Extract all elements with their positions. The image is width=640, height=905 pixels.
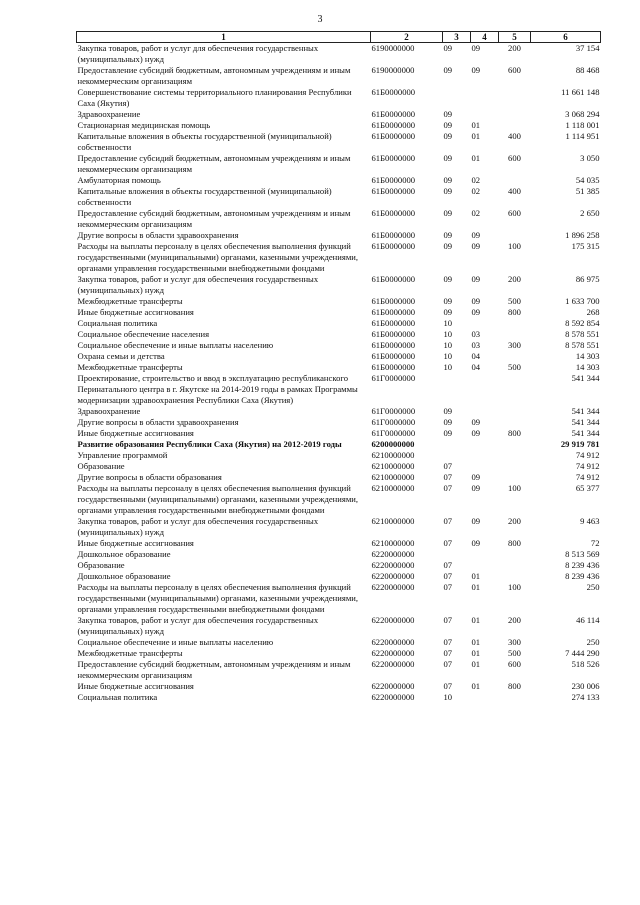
table-row <box>77 153 601 175</box>
column-header: 5 <box>499 32 531 43</box>
table-row <box>77 175 601 186</box>
row-subsection: 01 <box>471 659 481 669</box>
row-expense-type <box>499 329 531 340</box>
row-code: 61Б0000000 <box>371 362 416 372</box>
row-subsection: 09 <box>471 274 481 284</box>
row-code: 6220000000 <box>371 648 415 658</box>
row-expense-type <box>499 109 531 120</box>
row-section: 09 <box>443 208 453 218</box>
table-row <box>77 516 601 538</box>
row-name: Предоставление субсидий бюджетным, автономным учреждениям и иным некоммерческим организациям <box>77 65 351 86</box>
table-row <box>77 296 601 307</box>
row-section: 07 <box>443 681 453 691</box>
row-subsection: 01 <box>471 582 481 592</box>
row-name: Образование <box>77 461 125 471</box>
row-expense-type: 800 <box>508 681 521 691</box>
row-code: 6200000000 <box>371 439 415 449</box>
row-name: Иные бюджетные ассигнования <box>77 428 194 438</box>
row-expense-type: 300 <box>508 637 521 647</box>
row-subsection: 09 <box>471 483 481 493</box>
table-row <box>77 483 601 516</box>
row-expense-type <box>499 87 531 109</box>
row-section: 09 <box>443 428 453 438</box>
row-expense-type <box>499 417 531 428</box>
row-name: Здравоохранение <box>77 109 141 119</box>
row-subsection: 01 <box>471 637 481 647</box>
row-subsection <box>471 87 499 109</box>
row-amount: 541 344 <box>571 428 600 438</box>
table-row <box>77 615 601 637</box>
table-row <box>77 681 601 692</box>
row-amount: 541 344 <box>571 417 600 427</box>
row-section: 07 <box>443 659 453 669</box>
row-section: 07 <box>443 648 453 658</box>
row-subsection: 01 <box>471 615 481 625</box>
row-amount: 8 592 854 <box>565 318 600 328</box>
row-code: 6210000000 <box>371 472 415 482</box>
row-amount: 250 <box>586 582 600 592</box>
table-row <box>77 417 601 428</box>
row-name: Расходы на выплаты персоналу в целях обеспечения выполнения функций государственными (муниципальными) органами, казенными учреждениями, органами управления государственными внебюджетными фондами <box>77 483 359 515</box>
row-expense-type: 200 <box>508 274 521 284</box>
row-code: 6220000000 <box>371 560 415 570</box>
column-header: 2 <box>371 32 443 43</box>
row-subsection: 01 <box>471 131 481 141</box>
row-amount: 2 650 <box>580 208 600 218</box>
row-section: 10 <box>443 351 453 361</box>
row-section: 09 <box>443 43 453 53</box>
row-name: Управление программой <box>77 450 168 460</box>
row-section <box>443 373 471 406</box>
row-amount: 3 050 <box>580 153 600 163</box>
row-expense-type: 500 <box>508 648 521 658</box>
row-code: 61Б0000000 <box>371 208 416 218</box>
row-name: Образование <box>77 560 125 570</box>
column-header: 4 <box>471 32 499 43</box>
row-amount: 74 912 <box>575 461 600 471</box>
row-section: 09 <box>443 274 453 284</box>
row-amount: 8 578 551 <box>565 340 600 350</box>
row-expense-type: 100 <box>508 582 521 592</box>
row-amount: 274 133 <box>571 692 600 702</box>
row-amount: 175 315 <box>571 241 600 251</box>
row-amount: 14 303 <box>575 351 600 361</box>
row-code: 6190000000 <box>371 65 415 75</box>
row-subsection: 02 <box>471 208 481 218</box>
table-row <box>77 362 601 373</box>
row-expense-type: 500 <box>508 296 521 306</box>
table-row <box>77 571 601 582</box>
row-code: 6220000000 <box>371 615 415 625</box>
row-amount: 11 661 148 <box>561 87 600 97</box>
row-name: Здравоохранение <box>77 406 141 416</box>
table-row <box>77 538 601 549</box>
row-code: 61Б0000000 <box>371 109 416 119</box>
row-code: 61Б0000000 <box>371 296 416 306</box>
row-expense-type: 500 <box>508 362 521 372</box>
row-section: 07 <box>443 615 453 625</box>
row-name: Иные бюджетные ассигнования <box>77 681 194 691</box>
row-section: 09 <box>443 307 453 317</box>
table-row <box>77 241 601 274</box>
row-amount: 7 444 290 <box>565 648 600 658</box>
row-expense-type <box>499 439 531 450</box>
row-amount: 37 154 <box>575 43 600 53</box>
row-name: Межбюджетные трансферты <box>77 648 183 658</box>
row-section: 09 <box>443 186 453 196</box>
table-header <box>77 32 601 43</box>
row-section: 10 <box>443 692 453 702</box>
row-subsection <box>471 450 499 461</box>
row-amount: 1 633 700 <box>565 296 600 306</box>
row-subsection: 09 <box>471 230 481 240</box>
row-code: 6210000000 <box>371 538 415 548</box>
row-name: Другие вопросы в области образования <box>77 472 222 482</box>
row-code: 61Б0000000 <box>371 131 416 141</box>
row-code: 61Б0000000 <box>371 186 416 196</box>
budget-table <box>76 31 601 703</box>
row-subsection <box>471 549 499 560</box>
row-section: 09 <box>443 120 453 130</box>
row-name: Социальное обеспечение и иные выплаты населению <box>77 637 274 647</box>
row-expense-type: 600 <box>508 208 521 218</box>
row-expense-type: 800 <box>508 307 521 317</box>
row-section: 09 <box>443 296 453 306</box>
row-expense-type: 200 <box>508 615 521 625</box>
row-name: Проектирование, строительство и ввод в эксплуатацию республиканского Перинатального центра в г. Якутске на 2014-2019 годы в рамках Программы модернизации здравоохранения Республики Саха (Якутия) <box>77 373 358 405</box>
row-section: 09 <box>443 230 453 240</box>
row-expense-type: 600 <box>508 65 521 75</box>
row-subsection: 09 <box>471 307 481 317</box>
row-code: 61Б0000000 <box>371 340 416 350</box>
table-row <box>77 65 601 87</box>
row-section: 10 <box>443 340 453 350</box>
row-code: 6220000000 <box>371 549 415 559</box>
row-amount: 1 118 001 <box>565 120 600 130</box>
row-code: 61Г0000000 <box>371 406 416 416</box>
row-amount: 518 526 <box>571 659 600 669</box>
table-row <box>77 318 601 329</box>
row-name: Дошкольное образование <box>77 549 171 559</box>
row-amount: 46 114 <box>576 615 600 625</box>
row-amount: 541 344 <box>571 373 600 383</box>
row-expense-type <box>499 175 531 186</box>
row-amount: 74 912 <box>575 450 600 460</box>
row-amount: 86 975 <box>575 274 600 284</box>
row-code: 6220000000 <box>371 582 415 592</box>
table-row <box>77 450 601 461</box>
row-code: 6210000000 <box>371 483 415 493</box>
row-name: Капитальные вложения в объекты государственной (муниципальной) собственности <box>77 131 332 152</box>
row-name: Расходы на выплаты персоналу в целях обеспечения выполнения функций государственными (муниципальными) органами, казенными учреждениями, органами управления государственными внебюджетными фондами <box>77 241 359 273</box>
row-code: 61Г0000000 <box>371 428 416 438</box>
row-code: 61Б0000000 <box>371 87 416 97</box>
table-row <box>77 692 601 703</box>
table-row <box>77 351 601 362</box>
row-expense-type <box>499 571 531 582</box>
table-body <box>77 43 601 704</box>
row-expense-type <box>499 230 531 241</box>
row-expense-type <box>499 461 531 472</box>
row-subsection: 09 <box>471 43 481 53</box>
row-expense-type <box>499 318 531 329</box>
table-row <box>77 637 601 648</box>
table-row <box>77 373 601 406</box>
row-amount: 29 919 781 <box>560 439 600 449</box>
table-row <box>77 549 601 560</box>
row-code: 6220000000 <box>371 692 415 702</box>
page-number: 3 <box>317 14 323 25</box>
table-row <box>77 340 601 351</box>
row-subsection <box>471 461 499 472</box>
row-subsection <box>471 109 499 120</box>
row-amount: 268 <box>586 307 600 317</box>
row-name: Межбюджетные трансферты <box>77 296 183 306</box>
table-row <box>77 230 601 241</box>
row-amount: 54 035 <box>575 175 600 185</box>
row-amount: 8 239 436 <box>565 560 600 570</box>
row-section <box>443 549 471 560</box>
row-subsection: 09 <box>471 538 481 548</box>
row-name: Капитальные вложения в объекты государственной (муниципальной) собственности <box>77 186 332 207</box>
row-amount: 72 <box>590 538 600 548</box>
row-section: 07 <box>443 560 453 570</box>
row-name: Социальная политика <box>77 692 158 702</box>
row-section: 10 <box>443 329 453 339</box>
row-expense-type <box>499 549 531 560</box>
row-name: Закупка товаров, работ и услуг для обеспечения государственных (муниципальных) нужд <box>77 615 319 636</box>
row-name: Развитие образования Республики Саха (Якутия) на 2012-2019 годы <box>77 439 342 449</box>
row-amount: 88 468 <box>575 65 600 75</box>
row-code: 61Б0000000 <box>371 175 416 185</box>
row-expense-type: 800 <box>508 428 521 438</box>
table-row <box>77 659 601 681</box>
row-section: 09 <box>443 406 453 416</box>
row-section: 09 <box>443 109 453 119</box>
row-section: 07 <box>443 516 453 526</box>
row-subsection: 09 <box>471 417 481 427</box>
row-section: 07 <box>443 538 453 548</box>
table-row <box>77 582 601 615</box>
row-amount: 1 114 951 <box>565 131 600 141</box>
table-row <box>77 120 601 131</box>
row-section: 09 <box>443 417 453 427</box>
table-row <box>77 208 601 230</box>
row-subsection: 02 <box>471 186 481 196</box>
column-header: 1 <box>77 32 371 43</box>
table-row <box>77 186 601 208</box>
row-subsection: 01 <box>471 120 481 130</box>
row-expense-type <box>499 560 531 571</box>
row-code: 61Б0000000 <box>371 318 416 328</box>
table-row <box>77 274 601 296</box>
row-name: Охрана семьи и детства <box>77 351 165 361</box>
row-section <box>443 87 471 109</box>
row-subsection: 09 <box>471 241 481 251</box>
row-amount: 1 896 258 <box>565 230 600 240</box>
row-subsection: 09 <box>471 296 481 306</box>
table-row <box>77 560 601 571</box>
row-code: 61Б0000000 <box>371 329 416 339</box>
row-subsection <box>471 439 499 450</box>
row-subsection: 02 <box>471 175 481 185</box>
row-amount: 3 068 294 <box>565 109 600 119</box>
row-subsection <box>471 406 499 417</box>
row-amount: 14 303 <box>575 362 600 372</box>
table-row <box>77 131 601 153</box>
row-section: 07 <box>443 571 453 581</box>
row-name: Закупка товаров, работ и услуг для обеспечения государственных (муниципальных) нужд <box>77 43 319 64</box>
table-row <box>77 461 601 472</box>
row-name: Предоставление субсидий бюджетным, автономным учреждениям и иным некоммерческим организациям <box>77 153 351 174</box>
row-expense-type: 400 <box>508 131 521 141</box>
table-row <box>77 43 601 66</box>
table-row <box>77 307 601 318</box>
row-expense-type: 600 <box>508 153 521 163</box>
row-expense-type: 400 <box>508 186 521 196</box>
row-name: Расходы на выплаты персоналу в целях обеспечения выполнения функций государственными (муниципальными) органами, казенными учреждениями, органами управления государственными внебюджетными фондами <box>77 582 359 614</box>
table-row <box>77 472 601 483</box>
row-amount: 74 912 <box>575 472 600 482</box>
row-name: Предоставление субсидий бюджетным, автономным учреждениям и иным некоммерческим организациям <box>77 659 351 680</box>
row-code: 61Г0000000 <box>371 373 416 383</box>
row-name: Закупка товаров, работ и услуг для обеспечения государственных (муниципальных) нужд <box>77 516 319 537</box>
row-expense-type: 600 <box>508 659 521 669</box>
row-code: 6210000000 <box>371 516 415 526</box>
row-section: 07 <box>443 461 453 471</box>
row-name: Другие вопросы в области здравоохранения <box>77 230 239 240</box>
row-code: 61Б0000000 <box>371 120 416 130</box>
row-subsection <box>471 318 499 329</box>
row-section: 09 <box>443 131 453 141</box>
row-code: 61Б0000000 <box>371 241 416 251</box>
row-name: Социальная политика <box>77 318 158 328</box>
column-header: 3 <box>443 32 471 43</box>
row-section: 09 <box>443 65 453 75</box>
row-expense-type: 100 <box>508 483 521 493</box>
table-row <box>77 428 601 439</box>
row-section: 07 <box>443 483 453 493</box>
row-expense-type <box>499 692 531 703</box>
row-name: Предоставление субсидий бюджетным, автономным учреждениям и иным некоммерческим организациям <box>77 208 351 229</box>
row-subsection: 09 <box>471 516 481 526</box>
row-name: Совершенствование системы территориального планирования Республики Саха (Якутия) <box>77 87 352 108</box>
row-section: 09 <box>443 153 453 163</box>
row-expense-type <box>499 450 531 461</box>
table-row <box>77 87 601 109</box>
row-amount: 250 <box>586 637 600 647</box>
row-subsection: 01 <box>471 153 481 163</box>
row-expense-type <box>499 373 531 406</box>
table-row <box>77 109 601 120</box>
row-amount: 541 344 <box>571 406 600 416</box>
row-section: 07 <box>443 472 453 482</box>
row-code: 6220000000 <box>371 659 415 669</box>
row-code: 61Б0000000 <box>371 351 416 361</box>
row-amount: 8 578 551 <box>565 329 600 339</box>
row-expense-type <box>499 472 531 483</box>
row-name: Стационарная медицинская помощь <box>77 120 211 130</box>
row-subsection: 03 <box>471 340 481 350</box>
row-subsection: 09 <box>471 472 481 482</box>
row-expense-type: 300 <box>508 340 521 350</box>
row-name: Межбюджетные трансферты <box>77 362 183 372</box>
row-subsection: 04 <box>471 362 481 372</box>
row-code: 61Б0000000 <box>371 230 416 240</box>
row-name: Амбулаторная помощь <box>77 175 161 185</box>
row-subsection <box>471 560 499 571</box>
row-name: Иные бюджетные ассигнования <box>77 307 194 317</box>
row-expense-type <box>499 406 531 417</box>
row-code: 61Б0000000 <box>371 307 416 317</box>
row-subsection: 03 <box>471 329 481 339</box>
row-subsection <box>471 373 499 406</box>
row-section: 10 <box>443 362 453 372</box>
row-name: Иные бюджетные ассигнования <box>77 538 194 548</box>
row-code: 6220000000 <box>371 637 415 647</box>
row-amount: 9 463 <box>580 516 600 526</box>
row-subsection: 01 <box>471 571 481 581</box>
row-expense-type: 200 <box>508 43 521 53</box>
row-code: 61Г0000000 <box>371 417 416 427</box>
row-code: 6220000000 <box>371 571 415 581</box>
row-subsection <box>471 692 499 703</box>
row-subsection: 04 <box>471 351 481 361</box>
row-section: 07 <box>443 637 453 647</box>
table-row <box>77 329 601 340</box>
row-name: Закупка товаров, работ и услуг для обеспечения государственных (муниципальных) нужд <box>77 274 319 295</box>
table-row <box>77 439 601 450</box>
row-code: 6210000000 <box>371 461 415 471</box>
row-expense-type <box>499 120 531 131</box>
row-expense-type: 200 <box>508 516 521 526</box>
row-name: Другие вопросы в области здравоохранения <box>77 417 239 427</box>
table-row <box>77 406 601 417</box>
row-section: 10 <box>443 318 453 328</box>
table-row <box>77 648 601 659</box>
row-subsection: 01 <box>471 648 481 658</box>
column-header: 6 <box>531 32 601 43</box>
row-code: 6210000000 <box>371 450 415 460</box>
row-name: Социальное обеспечение и иные выплаты населению <box>77 340 274 350</box>
row-expense-type: 800 <box>508 538 521 548</box>
row-code: 6220000000 <box>371 681 415 691</box>
row-subsection: 09 <box>471 428 481 438</box>
row-amount: 230 006 <box>571 681 600 691</box>
row-amount: 8 239 436 <box>565 571 600 581</box>
row-section: 09 <box>443 175 453 185</box>
row-expense-type <box>499 351 531 362</box>
row-amount: 65 377 <box>575 483 600 493</box>
row-amount: 8 513 569 <box>565 549 600 559</box>
row-section <box>443 450 471 461</box>
row-subsection: 09 <box>471 65 481 75</box>
row-code: 61Б0000000 <box>371 274 416 284</box>
row-amount: 51 385 <box>575 186 600 196</box>
row-section: 09 <box>443 241 453 251</box>
row-section <box>443 439 471 450</box>
row-name: Дошкольное образование <box>77 571 171 581</box>
row-name: Социальное обеспечение населения <box>77 329 210 339</box>
row-expense-type: 100 <box>508 241 521 251</box>
row-section: 07 <box>443 582 453 592</box>
row-code: 6190000000 <box>371 43 415 53</box>
row-subsection: 01 <box>471 681 481 691</box>
row-code: 61Б0000000 <box>371 153 416 163</box>
